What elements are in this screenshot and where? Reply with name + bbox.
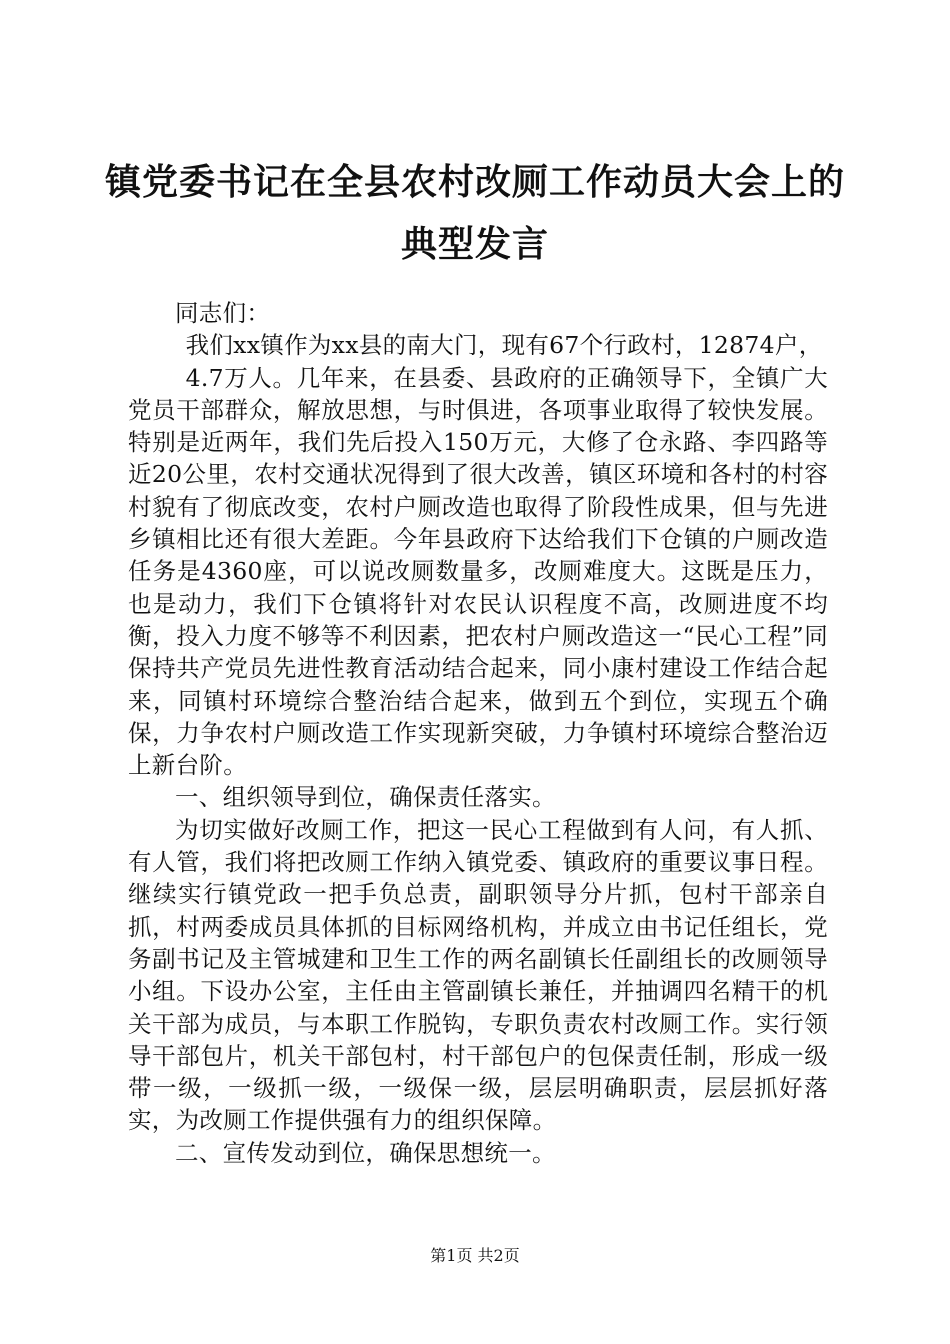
document-title-line-1: 镇党委书记在全县农村改厕工作动员大会上的: [104, 161, 845, 203]
paragraph-intro: 我们xx镇作为xx县的南大门，现有67个行政村，12874户，: [185, 331, 823, 360]
section-heading-2: 二、宣传发动到位，确保思想统一。: [175, 1138, 556, 1167]
section-heading-1: 一、组织领导到位，确保责任落实。: [175, 783, 556, 812]
paragraph-section-1: 为切实做好改厕工作，把这一民心工程做到有人问，有人抓、有人管，我们将把改厕工作纳入镇党委、镇政府的重要议事日程。继续实行镇党政一把手负总责，副职领导分片抓，包村干部亲自抓，村两委成员具体抓的目标网络机构，并成立由书记任组长，党务副书记及主管城建和卫生工作的两名副镇长任副组长的改厕领导小组。下设办公室，主任由主管副镇长兼任，并抽调四名精干的机关干部为成员，与本职工作脱钩，专职负责农村改厕工作。实行领导干部包片，机关干部包村，村干部包户的包保责任制，形成一级带一级，一级抓一级，一级保一级，层层明确职责，层层抓好落实，为改厕工作提供强有力的组织保障。: [128, 815, 828, 1135]
page-footer: 第1页 共2页: [430, 1246, 520, 1265]
paragraph-overview: 4.7万人。几年来，在县委、县政府的正确领导下，全镇广大党员干部群众，解放思想，与时俱进，各项事业取得了较快发展。特别是近两年，我们先后投入150万元，大修了仓永路、李四路等近20公里，农村交通状况得到了很大改善，镇区环境和各村的村容村貌有了彻底改变，农村户厕改造也取得了阶段性成果，但与先进乡镇相比还有很大差距。今年县政府下达给我们下仓镇的户厕改造任务是4360座，可以说改厕数量多，改厕难度大。这既是压力，也是动力，我们下仓镇将针对农民认识程度不高，改厕进度不均衡，投入力度不够等不利因素，把农村户厕改造这一“民心工程”同保持共产党员先进性教育活动结合起来，同小康村建设工作结合起来，同镇村环境综合整治结合起来，做到五个到位，实现五个确保，力争农村户厕改造工作实现新突破，力争镇村环境综合整治迈上新台阶。: [128, 363, 828, 780]
document-title-line-2: 典型发言: [400, 223, 549, 265]
salutation: 同志们：: [175, 299, 271, 327]
document-body: [128, 297, 828, 1169]
